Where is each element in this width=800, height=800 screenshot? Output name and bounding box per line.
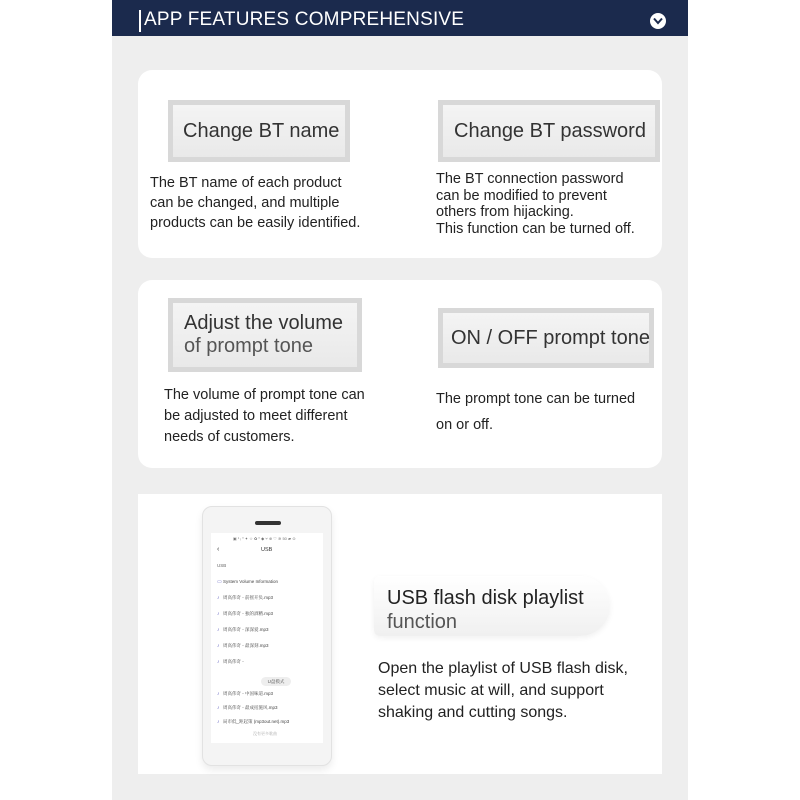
back-arrow-icon[interactable]: ‹: [217, 546, 220, 553]
feature-title: Change BT name: [183, 120, 340, 142]
feature-title: Change BT password: [454, 120, 646, 142]
music-note-icon: ♪: [217, 719, 220, 725]
feature-label-box: [168, 100, 350, 162]
music-note-icon: ♪: [217, 611, 220, 617]
feature-label-box: [438, 308, 654, 368]
feature-description: The BT name of each product can be changed, and multiple products can be easily identified.: [150, 175, 361, 231]
list-item[interactable]: ▭System Volume Information: [217, 579, 279, 585]
feature-description: Open the playlist of USB flash disk, select music at will, and support shaking and cutting songs.: [378, 660, 628, 721]
usb-mode-toast: U盘模式: [261, 677, 291, 686]
music-note-icon: ♪: [217, 705, 220, 711]
list-item[interactable]: ♪ 周高伟奇 - 最深刻.mp3: [217, 643, 269, 649]
feature-title: ON / OFF prompt tone: [451, 327, 650, 349]
list-item[interactable]: ♪ 周高伟奇 - 深深爱.mp3: [217, 627, 269, 633]
music-note-icon: ♪: [217, 643, 220, 649]
feature-card-bt: [138, 70, 662, 258]
header-title: APP FEATURES COMPREHENSIVE: [144, 9, 465, 30]
list-item[interactable]: ♪ 周高伟奇 - 最成括施风.mp3: [217, 705, 278, 711]
feature-card-prompt: [138, 280, 662, 468]
phone-screen: [211, 533, 323, 743]
list-item[interactable]: ♪ 周高伟奇 - 中国味道.mp3: [217, 691, 274, 697]
feature-description: The prompt tone can be turned on or off.: [436, 391, 636, 433]
feature-title-line1: Adjust the volume: [184, 312, 343, 334]
feature-description: The volume of prompt tone can be adjusted to meet different needs of customers.: [164, 387, 365, 445]
music-note-icon: ♪: [217, 627, 220, 633]
status-bar: ▣ ¹ ᵢ ⁰ ✦ ☆ ✿ ⁰ ◆ ⑂ ⊕ ♡ ≋ 50 ▰ ⊙: [233, 536, 296, 541]
feature-title-line2: function: [387, 611, 458, 633]
list-item[interactable]: ♪ 周高伟奇 -: [217, 659, 244, 665]
chevron-down-icon[interactable]: [650, 13, 666, 29]
phone-speaker: [255, 521, 281, 525]
features-page: [112, 0, 688, 800]
feature-description: The BT connection password can be modified to prevent others from hijacking. This function can be turned off.: [436, 171, 635, 237]
feature-title: [387, 586, 584, 634]
feature-title-line2: of prompt tone: [184, 335, 313, 357]
music-note-icon: ♪: [217, 659, 220, 665]
music-note-icon: ♪: [217, 595, 220, 601]
list-item[interactable]: ♪ 周高伟奇 - 独的酒精.mp3: [217, 611, 274, 617]
music-note-icon: ♪: [217, 691, 220, 697]
breadcrumb: USB: [217, 563, 227, 568]
feature-card-usb: [138, 494, 662, 774]
feature-label-box: [168, 298, 362, 372]
phone-mockup: [202, 506, 332, 766]
section-header: [112, 0, 688, 36]
feature-title: [184, 312, 343, 358]
folder-icon: ▭: [217, 579, 222, 585]
list-footer: 没有更多歌曲: [253, 731, 277, 736]
feature-label-box: [438, 100, 660, 162]
feature-title-line1: USB flash disk playlist: [387, 587, 584, 609]
header-accent-bar: [139, 10, 141, 32]
list-item[interactable]: ♪ 局市低_距起策 (mp3out.net).mp3: [217, 719, 290, 725]
list-item[interactable]: ♪ 周高伟奇 - 前摇开负.mp3: [217, 595, 274, 601]
screen-title: USB: [261, 547, 273, 553]
